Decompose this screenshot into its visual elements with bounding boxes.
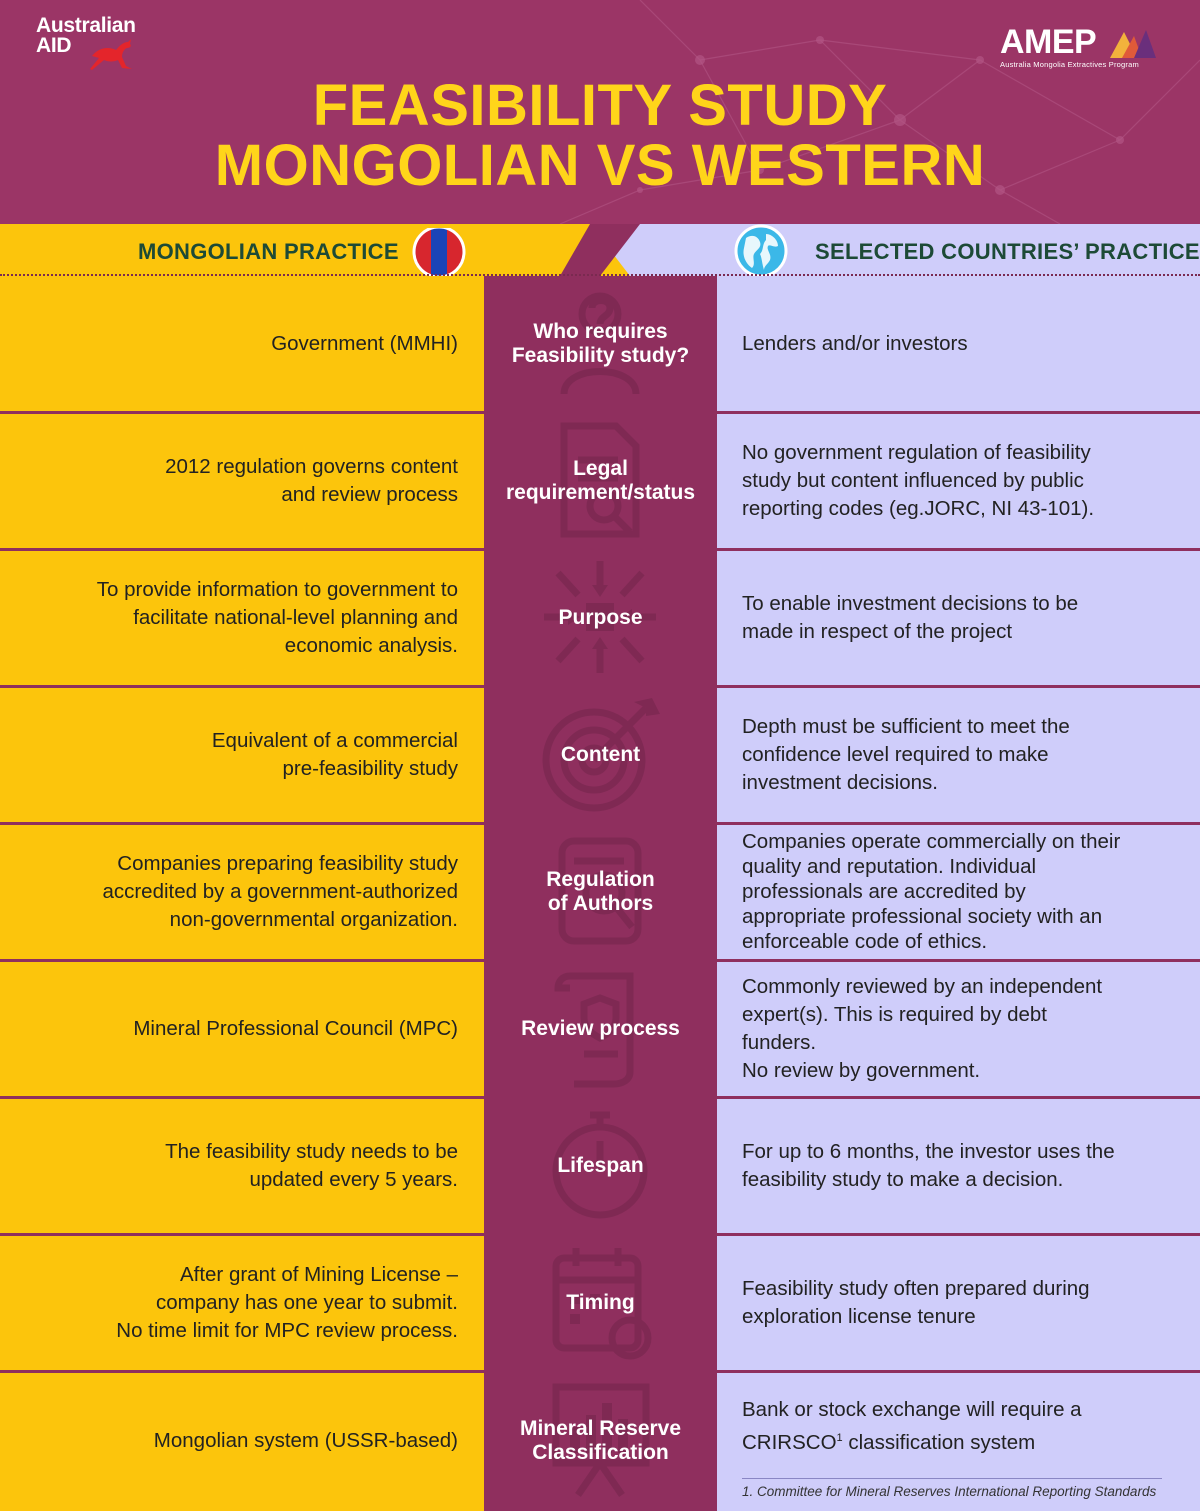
cell-line: quality and reputation. Individual xyxy=(742,855,1037,878)
topic-cell xyxy=(484,1097,717,1234)
western-cell xyxy=(742,686,1182,823)
cell-line: and review process xyxy=(281,482,458,506)
australian-aid-logo-line2: AID xyxy=(36,34,72,57)
western-cell xyxy=(742,823,1182,960)
topic-line: Legal xyxy=(573,456,628,480)
table-row xyxy=(0,960,1200,1097)
cell-line: classification system xyxy=(842,1430,1036,1454)
topic-cell xyxy=(484,1234,717,1371)
topic-line: Who requires xyxy=(533,320,668,343)
australian-aid-logo-line1: Australian xyxy=(36,14,136,37)
cell-line: professionals are accredited by xyxy=(742,880,1026,903)
kangaroo-icon xyxy=(86,36,136,72)
cell-line: Companies preparing feasibility study xyxy=(117,851,458,875)
mongolian-cell xyxy=(20,1097,458,1234)
topic-cell xyxy=(484,960,717,1097)
comparison-table xyxy=(0,276,1200,1511)
cell-line: study but content influenced by public xyxy=(742,468,1084,492)
cell-line: appropriate professional society with an xyxy=(742,905,1103,928)
title-line-2: MONGOLIAN VS WESTERN xyxy=(214,133,986,198)
cell-line: feasibility study to make a decision. xyxy=(742,1167,1064,1191)
table-row xyxy=(0,1097,1200,1234)
cell-line: Commonly reviewed by an independent xyxy=(742,974,1103,998)
western-cell xyxy=(742,1097,1182,1234)
topic-cell xyxy=(484,1371,717,1511)
topic-line: Content xyxy=(560,742,641,766)
amep-logo xyxy=(1000,24,1160,69)
cell-line: No review by government. xyxy=(742,1058,981,1082)
western-cell xyxy=(742,412,1182,549)
cell-line: 2012 regulation governs content xyxy=(165,454,458,478)
topic-line: Regulation xyxy=(546,867,655,891)
topic-line: Review process xyxy=(521,1016,680,1040)
western-cell xyxy=(742,276,1182,412)
topic-cell xyxy=(484,686,717,823)
western-cell xyxy=(742,549,1182,686)
cell-line: Mongolian system (USSR-based) xyxy=(153,1429,458,1452)
mountain-mark-icon xyxy=(1108,26,1156,60)
mongolian-cell xyxy=(20,276,458,412)
topic-line: requirement/status xyxy=(505,480,696,504)
cell-line: enforceable code of ethics. xyxy=(742,930,988,953)
mongolian-cell xyxy=(20,960,458,1097)
cell-line: CRIRSCO xyxy=(742,1430,837,1454)
table-row xyxy=(0,823,1200,960)
cell-line: Feasibility study often prepared during xyxy=(742,1276,1090,1300)
cell-line: funders. xyxy=(742,1030,817,1054)
cell-line: made in respect of the project xyxy=(742,619,1013,643)
header-banner xyxy=(0,0,1200,224)
cell-line: Lenders and/or investors xyxy=(742,332,968,355)
footnote: 1. Committee for Mineral Reserves International Reporting Standards xyxy=(742,1478,1162,1501)
cell-line: exploration license tenure xyxy=(742,1304,976,1328)
mongolian-cell xyxy=(20,823,458,960)
cell-line: reporting codes (eg.JORC, NI 43-101). xyxy=(742,496,1095,520)
cell-line: Equivalent of a commercial xyxy=(211,728,458,752)
cell-line: company has one year to submit. xyxy=(156,1290,458,1314)
footnote-marker: 1 xyxy=(836,1431,843,1444)
cell-line: Mineral Professional Council (MPC) xyxy=(133,1016,458,1040)
cell-line: Government (MMHI) xyxy=(271,332,458,355)
column-heading-band xyxy=(0,224,1200,276)
table-row xyxy=(0,276,1200,412)
cell-line: accredited by a government-authorized xyxy=(102,879,458,903)
topic-line: Lifespan xyxy=(557,1153,644,1177)
mongolian-cell xyxy=(20,549,458,686)
topic-line: Feasibility study? xyxy=(511,344,690,367)
western-cell xyxy=(742,960,1182,1097)
topic-line: Timing xyxy=(566,1290,635,1314)
cell-line: No government regulation of feasibility xyxy=(742,440,1091,464)
topic-line: Mineral Reserve xyxy=(519,1417,682,1440)
amep-logo-word: AMEP xyxy=(1000,23,1097,61)
table-row xyxy=(0,1234,1200,1371)
mongolian-cell xyxy=(20,1234,458,1371)
topic-cell xyxy=(484,823,717,960)
mongolian-cell xyxy=(20,686,458,823)
title-line-1: FEASIBILITY STUDY xyxy=(312,73,888,138)
cell-line: facilitate national-level planning and xyxy=(133,605,458,629)
mongolian-practice-heading: MONGOLIAN PRACTICE xyxy=(138,239,399,264)
cell-line: non-governmental organization. xyxy=(169,907,458,931)
topic-cell xyxy=(484,549,717,686)
mongolian-cell xyxy=(20,1371,458,1511)
cell-line: For up to 6 months, the investor uses the xyxy=(742,1139,1115,1163)
table-row xyxy=(0,412,1200,549)
topic-line: Classification xyxy=(532,1441,669,1464)
western-cell xyxy=(742,1371,1182,1481)
cell-line: Bank or stock exchange will require a xyxy=(742,1397,1082,1421)
cell-line: pre-feasibility study xyxy=(282,756,458,780)
topic-cell xyxy=(484,276,717,412)
cell-line: economic analysis. xyxy=(284,633,458,657)
topic-cell xyxy=(484,412,717,549)
selected-countries-heading: SELECTED COUNTRIES’ PRACTICE xyxy=(815,239,1200,264)
cell-line: Companies operate commercially on their xyxy=(742,830,1121,853)
cell-line: Depth must be sufficient to meet the xyxy=(742,714,1070,738)
western-cell xyxy=(742,1234,1182,1371)
cell-line: After grant of Mining License – xyxy=(179,1262,458,1286)
mongolian-cell xyxy=(20,412,458,549)
table-row xyxy=(0,686,1200,823)
cell-line: To enable investment decisions to be xyxy=(742,591,1079,615)
cell-line: The feasibility study needs to be xyxy=(165,1139,458,1163)
topic-line: of Authors xyxy=(547,891,654,915)
topic-line: Purpose xyxy=(558,605,643,629)
cell-line: investment decisions. xyxy=(742,770,938,794)
page-title xyxy=(0,73,1200,198)
cell-line: confidence level required to make xyxy=(742,742,1049,766)
cell-line: To provide information to government to xyxy=(96,577,458,601)
amep-logo-subtitle: Australia Mongolia Extractives Program xyxy=(1000,60,1139,69)
cell-line: expert(s). This is required by debt xyxy=(742,1002,1047,1026)
cell-line: No time limit for MPC review process. xyxy=(116,1318,458,1342)
table-row xyxy=(0,549,1200,686)
cell-line: updated every 5 years. xyxy=(249,1167,458,1191)
